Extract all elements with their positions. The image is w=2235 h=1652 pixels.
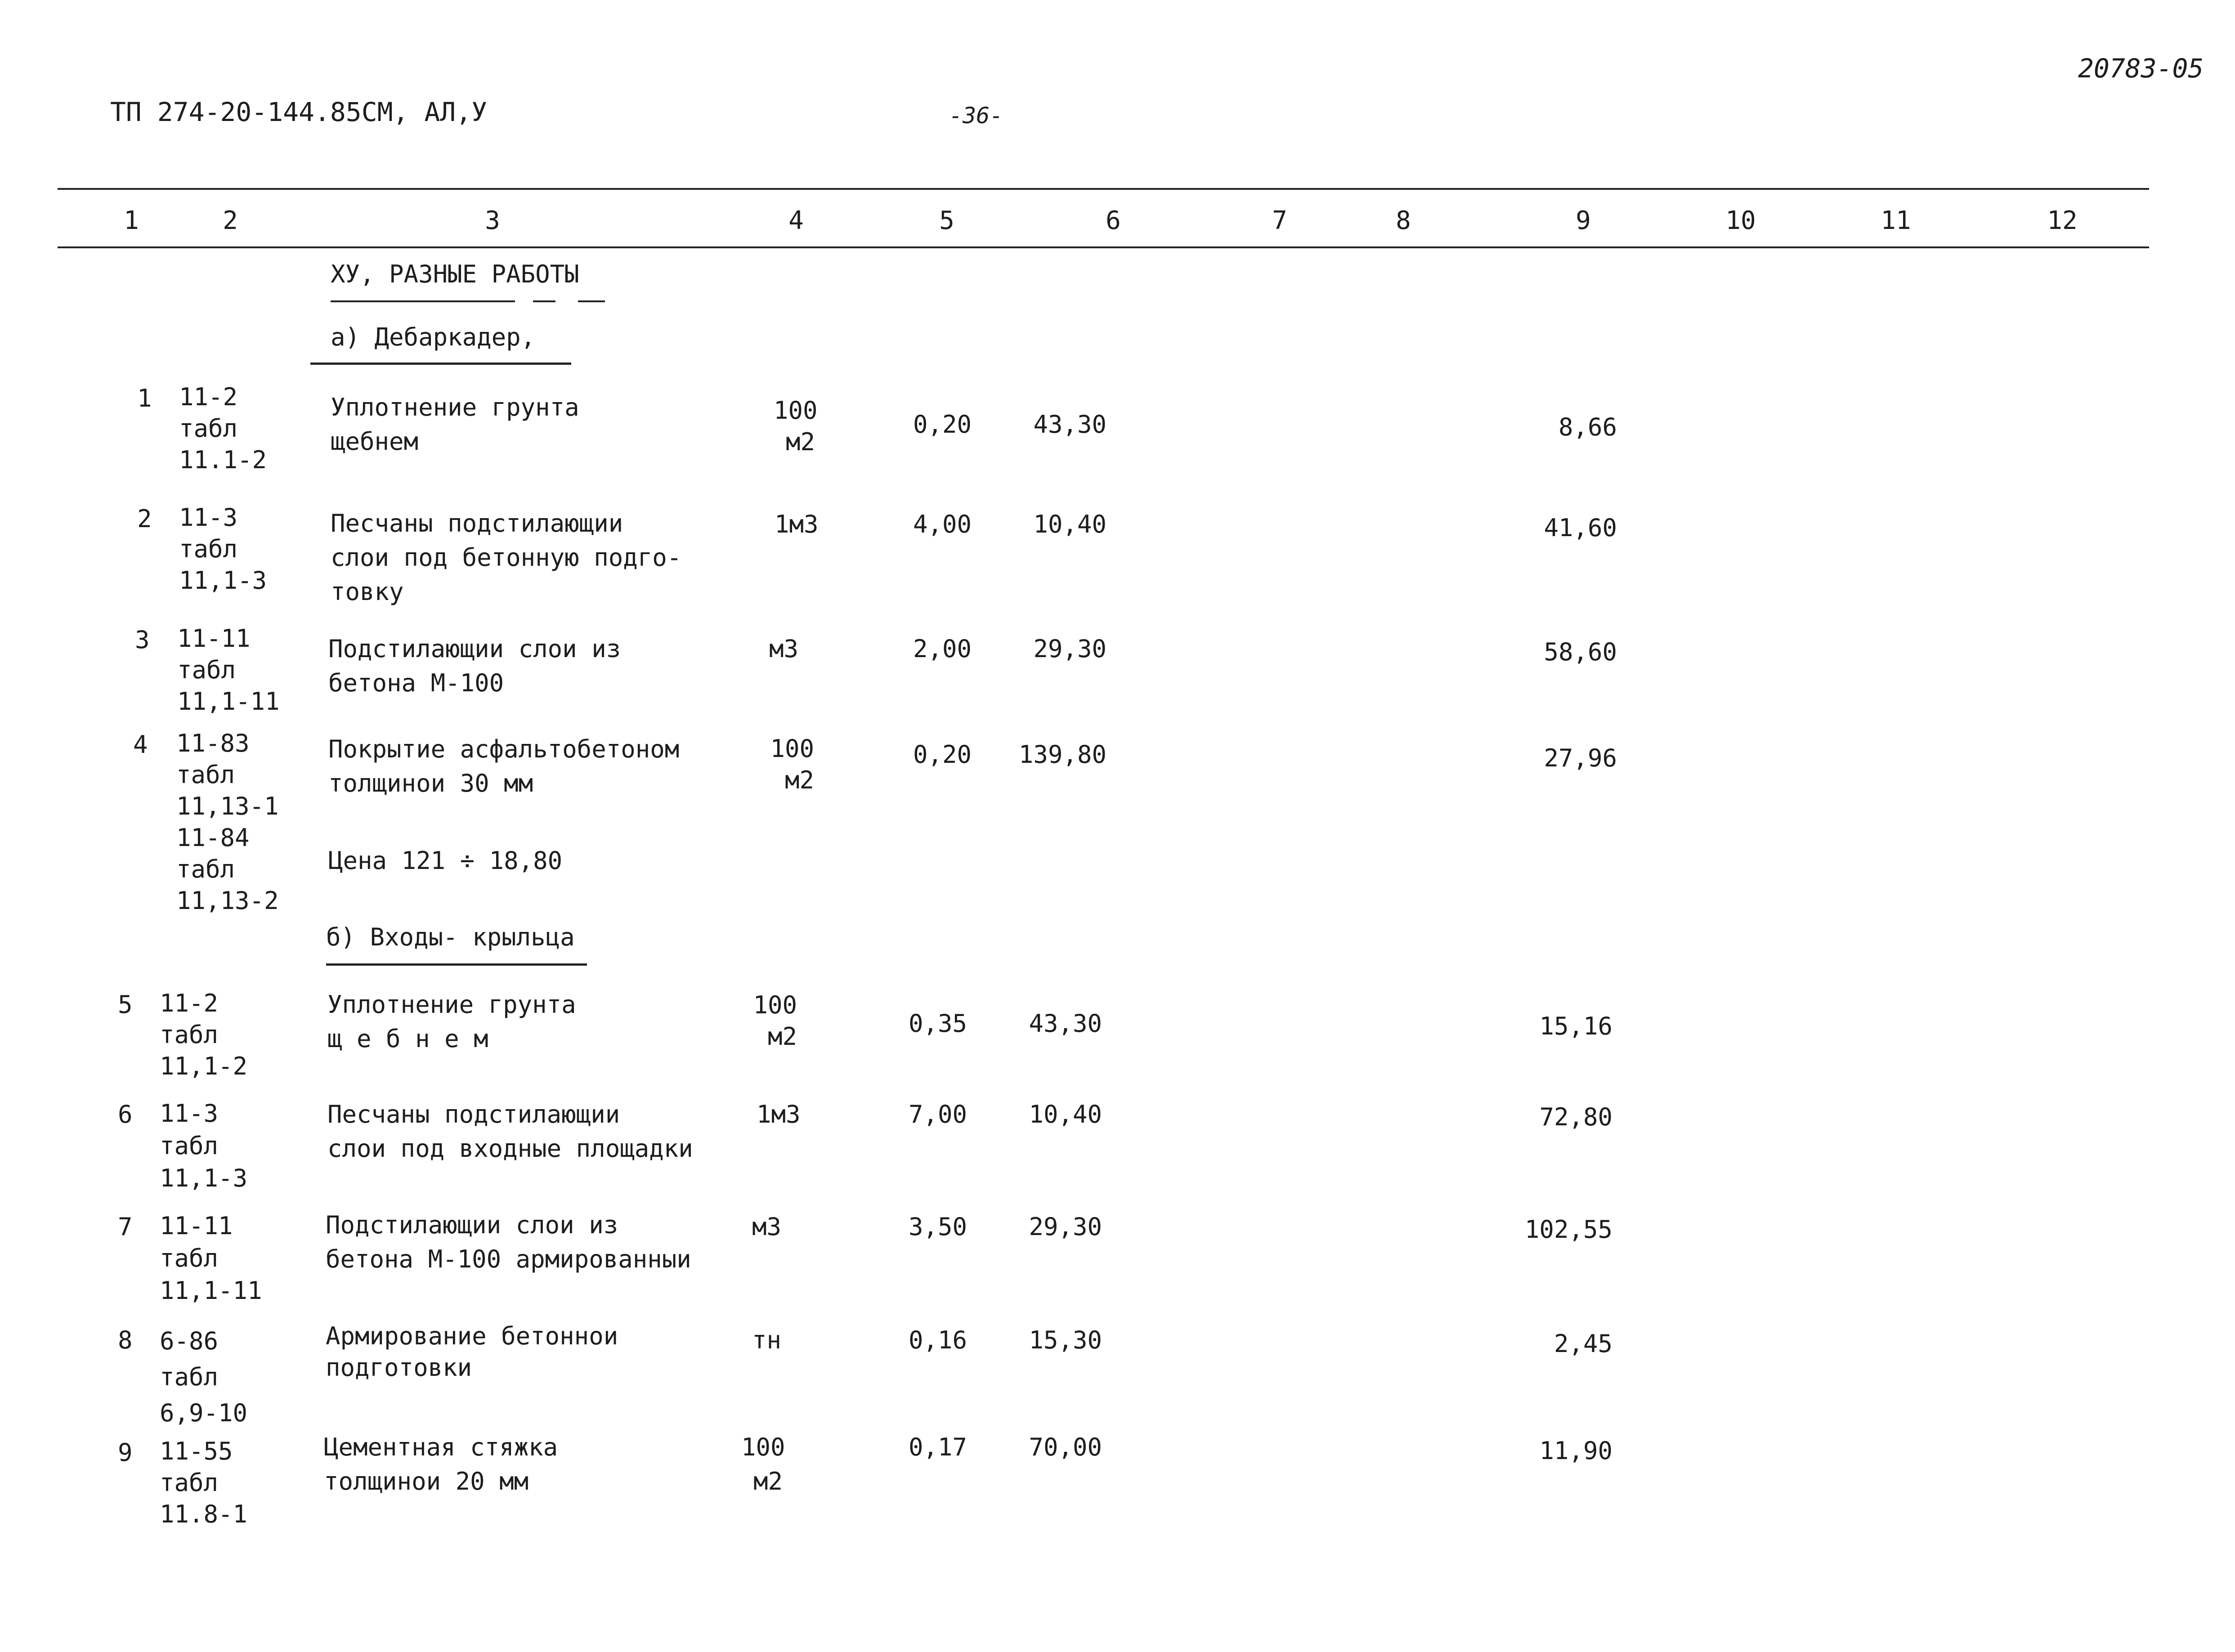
row-7-number: 7 [118,1213,133,1241]
row-2-price: 10,40 [1033,510,1106,538]
row-6-code: 11-3 табл 11,1-3 [160,1099,248,1192]
row-6-total: 72,80 [1539,1103,1612,1131]
row-6-unit: 1м3 [757,1100,801,1128]
subsection-title-b: б) Входы- крыльца [326,923,575,951]
row-4-unit: 100 м2 [770,734,814,794]
table-header-rule [58,246,2149,248]
row-1-code: 11-2 табл 11.1-2 [179,383,267,474]
row-2-unit: 1м3 [775,510,819,538]
row-3-number: 3 [135,626,150,654]
row-6-price: 10,40 [1029,1100,1102,1128]
row-4-quantity: 0,20 [913,740,972,769]
subsection-title-b-underline [326,963,587,966]
row-4-total: 27,96 [1544,744,1617,772]
section-title: ХУ, РАЗНЫЕ РАБОТЫ [331,260,579,288]
row-4-price: 139,80 [1018,740,1106,769]
row-3-price: 29,30 [1033,635,1106,663]
row-8-number: 8 [118,1326,133,1354]
row-3-total: 58,60 [1544,638,1617,666]
subsection-title-a-underline [310,363,571,365]
row-7-total: 102,55 [1524,1215,1612,1244]
row-5-number: 5 [118,990,133,1019]
row-9-name: Цементная стяжка толщинои 20 мм [324,1433,558,1495]
row-1-number: 1 [137,384,152,412]
row-4-price-note: Цена 121 ÷ 18,80 [328,846,563,875]
column-number-10: 10 [1725,206,1756,235]
row-4-number: 4 [133,730,148,759]
row-8-code: 6-86 табл 6,9-10 [160,1327,248,1427]
row-5-name: Уплотнение грунта щ е б н е м [327,990,576,1053]
row-5-unit: 100 м2 [753,991,797,1051]
column-number-8: 8 [1396,206,1411,235]
column-number-3: 3 [485,206,500,235]
row-5-price: 43,30 [1029,1009,1102,1038]
row-2-quantity: 4,00 [913,510,972,538]
row-6-quantity: 7,00 [908,1100,967,1128]
column-number-1: 1 [124,206,139,235]
row-7-unit: м3 [752,1213,782,1241]
row-8-price: 15,30 [1029,1326,1102,1354]
row-4-code: 11-83 табл 11,13-1 11-84 табл 11,13-2 [176,729,279,915]
row-1-total: 8,66 [1558,413,1617,441]
row-7-code: 11-11 табл 11,1-11 [160,1212,262,1305]
column-number-5: 5 [939,206,954,235]
row-2-number: 2 [137,505,152,533]
row-3-name: Подстилающии слои из бетона М-100 [328,635,621,697]
row-3-code: 11-11 табл 11,1-11 [177,624,280,716]
row-9-unit: 100 м2 [741,1433,785,1495]
row-9-total: 11,90 [1539,1437,1612,1465]
column-number-9: 9 [1576,206,1591,235]
row-4-name: Покрытие асфальтобетоном толщинои 30 мм [328,735,680,797]
row-5-code: 11-2 табл 11,1-2 [160,989,248,1080]
row-1-quantity: 0,20 [913,410,972,439]
row-2-code: 11-3 табл 11,1-3 [179,503,267,595]
archive-number: 20783-05 [2078,53,2204,84]
row-5-quantity: 0,35 [908,1009,967,1038]
row-6-number: 6 [118,1100,133,1128]
document-code: ТП 274-20-144.85СМ, АЛ,У [110,97,488,127]
column-number-4: 4 [788,206,804,235]
row-8-total: 2,45 [1554,1330,1612,1358]
table-top-rule [58,188,2149,190]
row-7-price: 29,30 [1029,1213,1102,1241]
section-title-underline [331,300,515,302]
subsection-title-a: а) Дебаркадер, [331,323,536,351]
row-8-name: Армирование бетоннои подготовки [326,1322,618,1382]
row-2-name: Песчаны подстилающии слои под бетонную подго- товку [331,509,682,606]
column-number-7: 7 [1272,206,1287,235]
column-number-11: 11 [1881,206,1911,235]
row-5-total: 15,16 [1539,1012,1612,1040]
row-9-price: 70,00 [1029,1433,1102,1461]
row-8-unit: тн [752,1326,782,1354]
row-8-quantity: 0,16 [908,1326,967,1354]
row-7-name: Подстилающии слои из бетона М-100 армированныи [326,1211,691,1273]
row-3-unit: м3 [769,635,799,663]
row-1-name: Уплотнение грунта щебнем [331,393,579,456]
row-7-quantity: 3,50 [908,1213,967,1241]
section-title-underline-dash-2 [578,300,605,302]
row-2-total: 41,60 [1544,514,1617,542]
column-number-2: 2 [223,206,238,235]
row-1-price: 43,30 [1033,410,1106,439]
row-3-quantity: 2,00 [913,635,972,663]
row-1-unit: 100 м2 [774,396,818,456]
row-9-quantity: 0,17 [908,1433,967,1461]
page-number: -36- [949,103,1003,129]
row-9-number: 9 [118,1438,133,1467]
row-9-code: 11-55 табл 11.8-1 [160,1437,248,1528]
column-number-6: 6 [1106,206,1121,235]
row-6-name: Песчаны подстилающии слои под входные площадки [327,1100,693,1163]
section-title-underline-dash-1 [533,300,555,302]
column-number-12: 12 [2047,206,2078,235]
